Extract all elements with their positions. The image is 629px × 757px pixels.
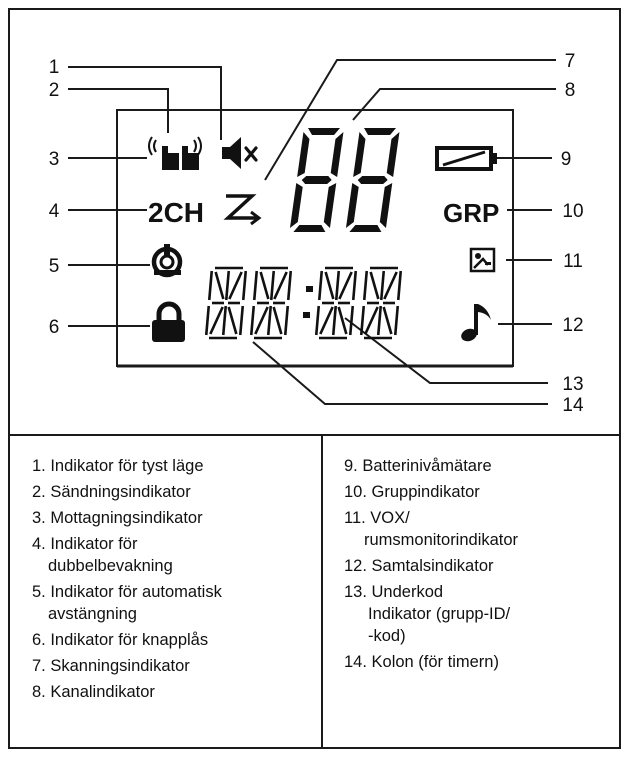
legend-divider-horizontal: [10, 434, 619, 436]
legend-item-13: 13. Underkod Indikator (grupp-ID/ -kod): [344, 583, 511, 645]
subcode-digit-2-segment-13: [255, 307, 267, 334]
battery-icon: [437, 148, 497, 169]
callout-7: 7: [564, 51, 576, 72]
subcode-digit-4-segment-10: [378, 306, 380, 335]
callout-1: 1: [48, 57, 60, 78]
subcode-digit-4-segment-9: [381, 271, 383, 300]
subcode-digit-4-segment-6: [361, 306, 363, 335]
colon-icon: [303, 286, 313, 318]
callout-11: 11: [563, 251, 583, 272]
legend-divider-vertical: [321, 435, 323, 749]
subcode-digit-1-segment-9: [226, 271, 228, 300]
legend-item-10: 10. Gruppindikator: [344, 483, 480, 501]
receive-icon: [149, 137, 201, 155]
callout-14: 14: [562, 395, 584, 416]
subcode-digit-3-segment-13: [320, 307, 332, 334]
subcode-digit-2-segment-7: [285, 306, 287, 335]
subcode-digit-1-segment-3: [243, 271, 245, 300]
leader-1: [68, 67, 221, 140]
subcode-digit-2-segment-2: [254, 271, 256, 300]
callout-3: 3: [48, 149, 60, 170]
callout-4: 4: [48, 201, 60, 222]
legend-item-4: 4. Indikator för dubbelbevakning: [32, 535, 173, 575]
subcode-digit-1-segment-6: [206, 306, 208, 335]
callout-6: 6: [48, 317, 60, 338]
group-text: GRP: [443, 198, 500, 228]
subcode-digit-2-segment-11: [261, 272, 269, 299]
subcode-digit-1-segment-13: [210, 307, 222, 334]
legend-item-7: 7. Skanningsindikator: [32, 657, 190, 675]
subcode-digit-1-segment-11: [216, 272, 224, 299]
legend-item-12: 12. Samtalsindikator: [344, 557, 494, 575]
subcode-digit-2-segment-14: [274, 307, 282, 334]
call-icon: [459, 304, 491, 343]
subcode-digit-3-segment-14: [339, 307, 347, 334]
subcode-digit-3-segment-9: [336, 271, 338, 300]
legend-item-6: 6. Indikator för knapplås: [32, 631, 209, 649]
callout-9: 9: [560, 149, 572, 170]
auto-power-off-icon: [154, 244, 181, 275]
dual-watch-text: 2CH: [148, 197, 205, 228]
callout-2: 2: [48, 80, 60, 101]
legend-right: [344, 455, 614, 677]
subcode-digit-3-segment-2: [319, 271, 321, 300]
callout-12: 12: [562, 315, 584, 336]
legend-item-5: 5. Indikator för automatisk avstängning: [32, 583, 222, 623]
subcode-digit-1-segment-12: [229, 272, 241, 299]
legend-item-8: 8. Kanalindikator: [32, 683, 155, 701]
subcode-digit-2-segment-6: [251, 306, 253, 335]
subcode-digit-3-segment-6: [316, 306, 318, 335]
legend-item-11: 11. VOX/ rumsmonitorindikator: [344, 509, 519, 549]
subcode-digit-4-segment-13: [365, 307, 377, 334]
subcode-digit-3-segment-11: [326, 272, 334, 299]
legend-item-3: 3. Mottagningsindikator: [32, 509, 203, 527]
subcode-digit-4-segment-11: [371, 272, 379, 299]
subcode-digits-icon: [206, 268, 400, 338]
callout-8: 8: [564, 80, 576, 101]
mute-icon: [222, 137, 256, 169]
subcode-digit-2-segment-3: [288, 271, 290, 300]
leader-13: [345, 318, 548, 383]
key-lock-icon: [152, 304, 185, 342]
subcode-digit-2-segment-12: [274, 272, 286, 299]
subcode-digit-1-segment-14: [229, 307, 237, 334]
callout-5: 5: [48, 256, 60, 277]
subcode-digit-1-segment-10: [223, 306, 225, 335]
subcode-digit-1-segment-7: [240, 306, 242, 335]
subcode-digit-4-segment-3: [398, 271, 400, 300]
transmit-icon: [162, 146, 199, 170]
vox-icon: [471, 249, 494, 271]
subcode-digit-3-segment-10: [333, 306, 335, 335]
subcode-digit-3-segment-12: [339, 272, 351, 299]
legend-item-1: 1. Indikator för tyst läge: [32, 457, 204, 475]
scan-icon: [226, 196, 259, 224]
legend-item-9: 9. Batterinivåmätare: [344, 457, 492, 475]
subcode-digit-1-segment-2: [209, 271, 211, 300]
legend-item-2: 2. Sändningsindikator: [32, 483, 191, 501]
channel-digits-icon: [289, 128, 400, 232]
subcode-digit-2-segment-10: [268, 306, 270, 335]
subcode-digit-2-segment-9: [271, 271, 273, 300]
legend-item-14: 14. Kolon (för timern): [344, 653, 499, 671]
legend-left: [32, 455, 317, 707]
subcode-digit-4-segment-12: [384, 272, 396, 299]
subcode-digit-3-segment-3: [353, 271, 355, 300]
callout-13: 13: [562, 374, 584, 395]
callout-10: 10: [562, 201, 584, 222]
leader-8: [353, 89, 556, 120]
subcode-digit-4-segment-14: [384, 307, 392, 334]
leader-14: [253, 342, 548, 404]
subcode-digit-4-segment-7: [395, 306, 397, 335]
subcode-digit-3-segment-7: [350, 306, 352, 335]
subcode-digit-4-segment-2: [364, 271, 366, 300]
